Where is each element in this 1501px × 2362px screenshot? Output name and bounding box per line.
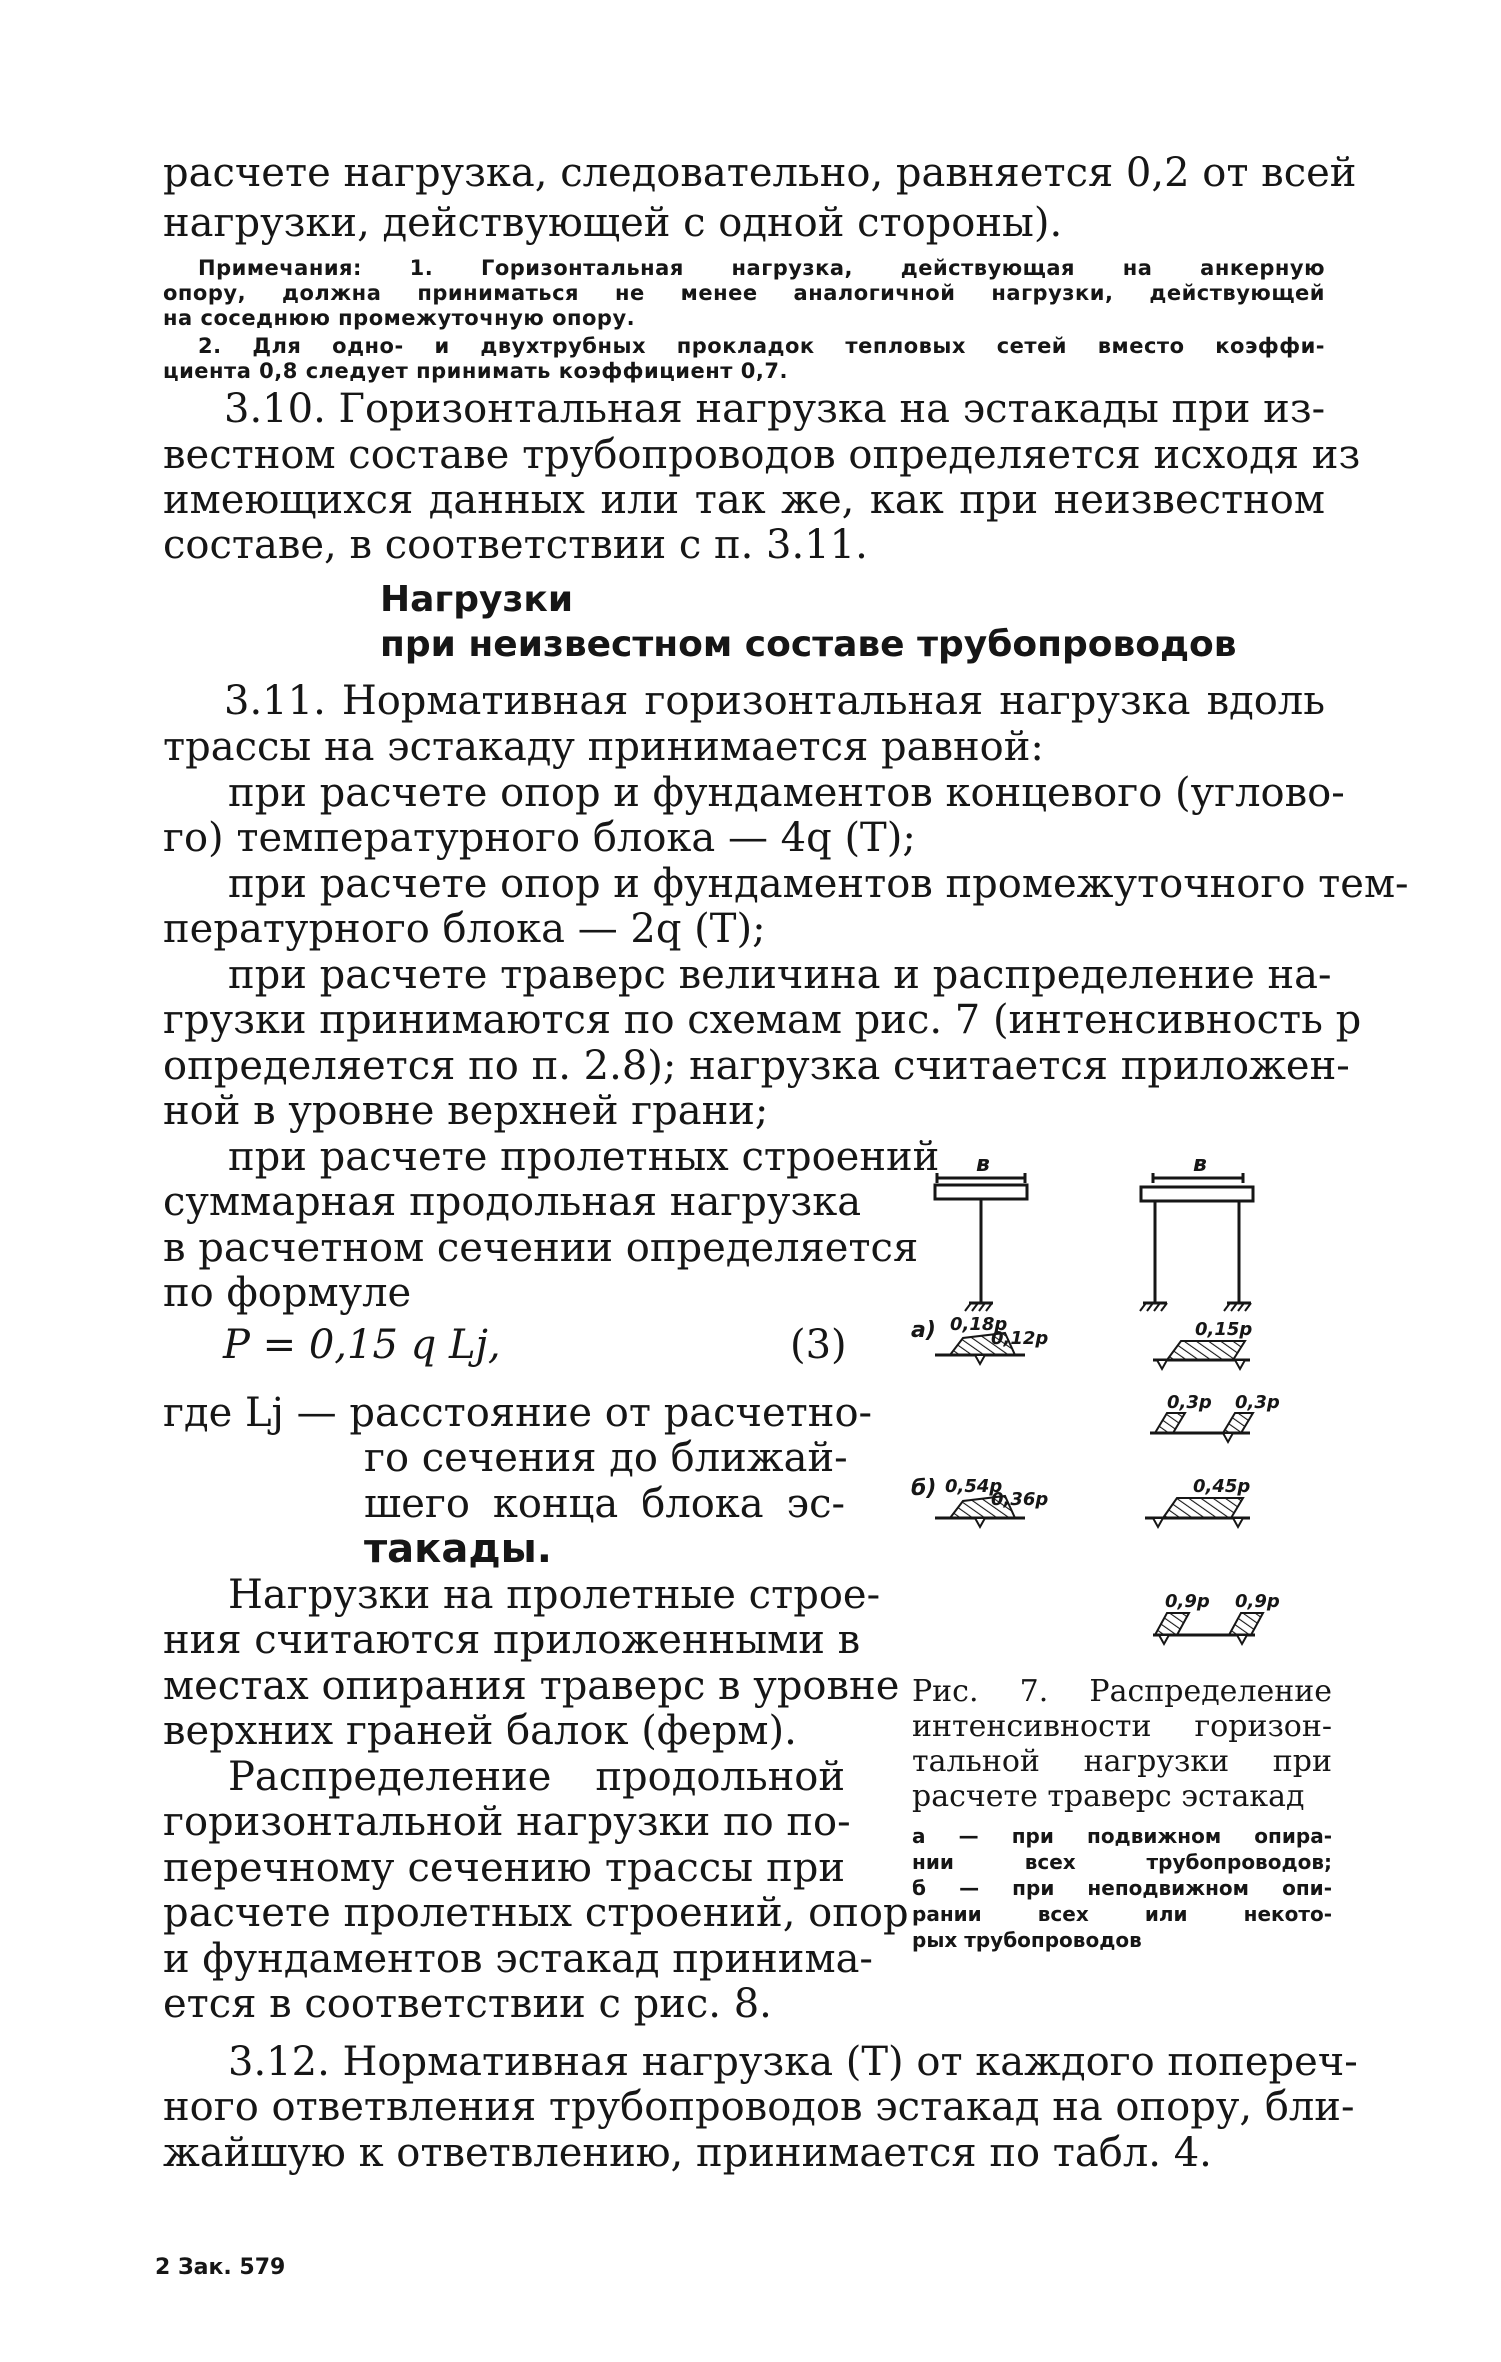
text-line: 3.12. Нормативная нагрузка (T) от каждого попереч- — [228, 2039, 1358, 2085]
load-diagram-a-right — [1153, 1341, 1250, 1369]
load-value: 0,45p — [1193, 1476, 1251, 1497]
formula-number: (3) — [790, 1322, 847, 1368]
text-line: 3.10. Горизонтальная нагрузка на эстакады при из- — [224, 386, 1326, 432]
text-line: где Lj — расстояние от расчетно- — [163, 1390, 873, 1436]
text-line: го) температурного блока — 4q (T); — [163, 815, 916, 861]
load-value: 0,9p — [1235, 1591, 1280, 1612]
text-line: Нагрузки на пролетные строе- — [228, 1572, 881, 1618]
text-line: при расчете опор и фундаментов промежуточного тем- — [228, 861, 1409, 907]
text-line: нагрузки, действующей с одной стороны). — [163, 200, 1063, 246]
note-line: циента 0,8 следует принимать коэффициент 0,7. — [163, 359, 788, 383]
load-value: 0,12p — [991, 1328, 1049, 1349]
frame-double-post — [1140, 1173, 1253, 1311]
load-value: 0,36p — [991, 1489, 1049, 1510]
text-line: в расчетном сечении определяется — [163, 1225, 919, 1271]
text-line: 3.11. Нормативная горизонтальная нагрузка вдоль — [224, 678, 1325, 724]
text-line: жайшую к ответвлению, принимается по табл. 4. — [163, 2130, 1212, 2176]
load-value: 0,15p — [1195, 1319, 1253, 1340]
text-line: ной в уровне верхней грани; — [163, 1088, 769, 1134]
label-b: б) — [911, 1476, 937, 1501]
figure-legend: нии всех трубопроводов; — [912, 1850, 1332, 1874]
text-line: имеющихся данных или так же, как при неизвестном — [163, 477, 1325, 523]
text-line: ется в соответствии с рис. 8. — [163, 1981, 772, 2027]
text-line: суммарная продольная нагрузка — [163, 1179, 862, 1225]
text-line: при расчете траверс величина и распределение на- — [228, 952, 1332, 998]
formula: P = 0,15 q Lj, — [223, 1322, 501, 1368]
text-line: составе, в соответствии с п. 3.11. — [163, 522, 868, 568]
figure-caption: интенсивности горизон- — [912, 1709, 1332, 1744]
text-line: трассы на эстакаду принимается равной: — [163, 724, 1044, 770]
section-heading: Нагрузки — [380, 579, 574, 620]
text-line: вестном составе трубопроводов определяется исходя из — [163, 432, 1361, 478]
text-line: перечному сечению трассы при — [163, 1845, 845, 1891]
text-line: местах опирания траверс в уровне — [163, 1663, 900, 1709]
text-line: и фундаментов эстакад принима- — [163, 1936, 873, 1982]
text-line: определяется по п. 2.8); нагрузка считается приложен- — [163, 1043, 1350, 1089]
figure-caption: расчете траверс эстакад — [912, 1779, 1305, 1814]
frame-single-post — [935, 1173, 1027, 1311]
load-diagram-b-split — [1153, 1613, 1263, 1644]
dim-label-right: в — [1193, 1155, 1207, 1177]
figure-legend: б — при неподвижном опи- — [912, 1876, 1332, 1900]
figure-caption: Рис. 7. Распределение — [912, 1674, 1332, 1709]
load-value: 0,18p — [950, 1314, 1008, 1335]
text-line: го сечения до ближай- — [364, 1435, 848, 1481]
figure-legend: рых трубопроводов — [912, 1928, 1142, 1952]
load-value: 0,9p — [1165, 1591, 1210, 1612]
text-line: при расчете опор и фундаментов концевого (углово- — [228, 770, 1345, 816]
text-line: расчете пролетных строений, опор — [163, 1890, 909, 1936]
load-diagram-b-right — [1145, 1498, 1250, 1527]
text-line: по формуле — [163, 1270, 412, 1316]
text-line: горизонтальной нагрузки по по- — [163, 1799, 851, 1845]
text-line: при расчете пролетных строений — [228, 1134, 940, 1180]
text-line: шего конца блока эс- — [364, 1481, 845, 1527]
text-line: пературного блока — 2q (T); — [163, 906, 766, 952]
note-line: 2. Для одно- и двухтрубных прокладок тепловых сетей вместо коэффи- — [198, 334, 1325, 358]
load-value: 0,3p — [1167, 1392, 1212, 1413]
text-line: верхних граней балок (ферм). — [163, 1708, 797, 1754]
section-heading: при неизвестном составе трубопроводов — [380, 624, 1237, 665]
load-value: 0,3p — [1235, 1392, 1280, 1413]
load-value: 0,54p — [945, 1476, 1003, 1497]
text-line: грузки принимаются по схемам рис. 7 (интенсивность p — [163, 997, 1362, 1043]
dim-label-left: в — [976, 1155, 990, 1177]
text-line: ного ответвления трубопроводов эстакад на опору, бли- — [163, 2084, 1355, 2130]
note-line: опору, должна приниматься не менее аналогичной нагрузки, действующей — [163, 281, 1325, 305]
load-diagram-a-split — [1150, 1413, 1253, 1442]
text-line: Распределение продольной — [228, 1754, 845, 1800]
text-line: расчете нагрузка, следовательно, равняется 0,2 от всей — [163, 150, 1357, 196]
print-order-footer: 2 Зак. 579 — [155, 2255, 286, 2280]
figure-7-diagram — [905, 1155, 1345, 1655]
figure-legend: а — при подвижном опира- — [912, 1824, 1332, 1848]
figure-caption: тальной нагрузки при — [912, 1744, 1332, 1779]
text-line: такады. — [364, 1526, 552, 1572]
note-line: на соседнюю промежуточную опору. — [163, 306, 636, 330]
label-a: а) — [911, 1318, 936, 1343]
note-line: Примечания: 1. Горизонтальная нагрузка, действующая на анкерную — [198, 256, 1325, 280]
text-line: ния считаются приложенными в — [163, 1617, 861, 1663]
figure-legend: рании всех или некото- — [912, 1902, 1332, 1926]
